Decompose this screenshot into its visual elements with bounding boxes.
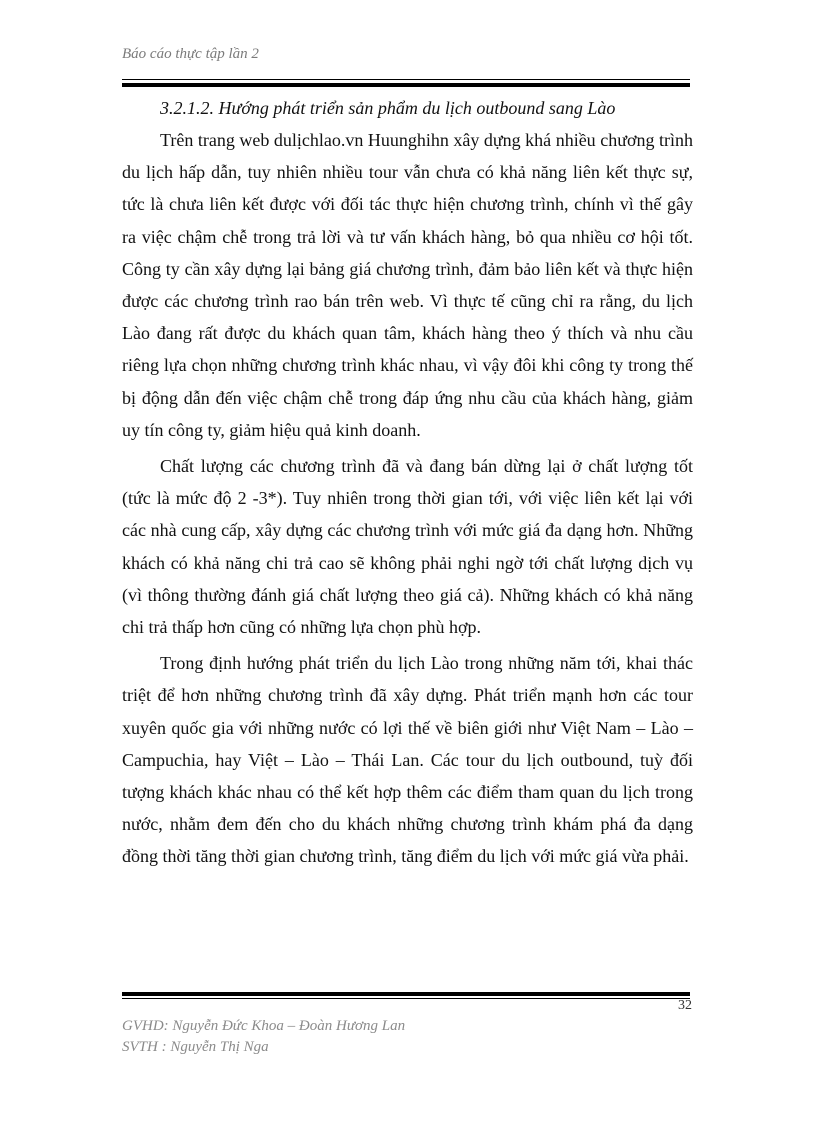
header-rule-thin xyxy=(122,79,690,80)
footer-rule-thick xyxy=(122,992,690,996)
body-paragraph: Trên trang web dulịchlao.vn Huunghihn xây dựng khá nhiều chương trình du lịch hấp dẫn, tuy nhiên nhiều tour vẫn chưa có khả năng liên kết thực sự, tức là chưa liên kết được với đối tác thực hiện chương trình, chính vì thế gây ra việc chậm chễ trong trả lời và tư vấn khách hàng, bỏ qua nhiều cơ hội tốt. Công ty cần xây dựng lại bảng giá chương trình, đảm bảo liên kết và thực hiện được các chương trình rao bán trên web. Vì thực tế cũng chỉ ra rằng, du lịch Lào đang rất được du khách quan tâm, khách hàng theo ý thích và nhu cầu riêng lựa chọn những chương trình khác nhau, vì vậy đôi khi công ty trong thế bị động dẫn đến việc chậm chễ trong đáp ứng nhu cầu của khách hàng, giảm uy tín công ty, giảm hiệu quả kinh doanh. xyxy=(122,130,693,440)
body-paragraph: Trong định hướng phát triển du lịch Lào trong những năm tới, khai thác triệt để hơn những chương trình đã xây dựng. Phát triển mạnh hơn các tour xuyên quốc gia với những nước có lợi thế về biên giới như Việt Nam – Lào – Campuchia, hay Việt – Lào – Thái Lan. Các tour du lịch outbound, tuỳ đối tượng khách khác nhau có thể kết hợp thêm các điểm tham quan du lịch trong nước, nhằm đem đến cho du khách những chương trình khám phá đa dạng đồng thời tăng thời gian chương trình, tăng điểm du lịch với mức giá vừa phải. xyxy=(122,653,693,867)
running-header: Báo cáo thực tập lần 2 xyxy=(122,46,259,62)
body-paragraph: Chất lượng các chương trình đã và đang bán dừng lại ở chất lượng tốt (tức là mức độ 2 -3*). Tuy nhiên trong thời gian tới, với việc liên kết lại với các nhà cung cấp, xây dựng các chương trình với mức giá đa dạng hơn. Những khách có khả năng chi trả cao sẽ không phải nghi ngờ tới chất lượng dịch vụ (vì thông thường đánh giá chất lượng theo giá cả). Những khách có khả năng chi trả thấp hơn cũng có những lựa chọn phù hợp. xyxy=(122,456,693,638)
page-number: 32 xyxy=(678,998,692,1013)
footer-rule-thin xyxy=(122,998,690,999)
footer-student: SVTH : Nguyễn Thị Nga xyxy=(122,1039,269,1055)
section-heading: 3.2.1.2. Hướng phát triển sản phẩm du lịch outbound sang Lào xyxy=(160,98,616,118)
page-body xyxy=(122,92,693,873)
footer-advisor: GVHD: Nguyễn Đức Khoa – Đoàn Hương Lan xyxy=(122,1018,406,1034)
header-rule-thick xyxy=(122,83,690,87)
